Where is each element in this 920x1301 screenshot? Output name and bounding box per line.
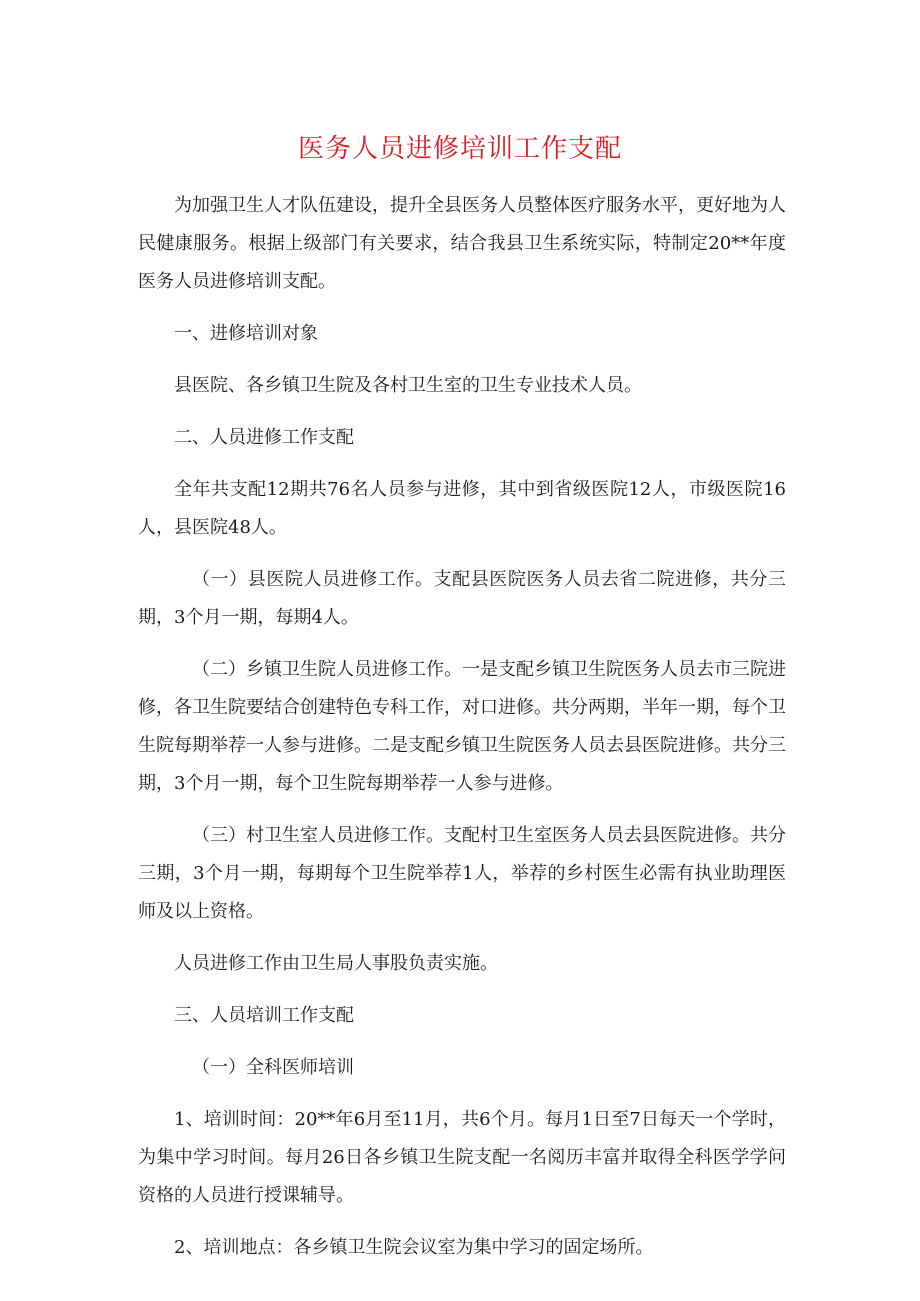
paragraph-intro: 为加强卫生人才队伍建设，提升全县医务人员整体医疗服务水平，更好地为人民健康服务。根据上级部门有关要求，结合我县卫生系统实际，特制定20**年度医务人员进修培训支配。 (138, 195, 786, 292)
paragraph-responsibility: 人员进修工作由卫生局人事股负责实施。 (174, 953, 498, 974)
heading-1: 一、进修培训对象 (174, 323, 318, 344)
heading-3: 三、人员培训工作支配 (174, 1005, 354, 1026)
heading-2: 二、人员进修工作支配 (174, 427, 354, 448)
heading-3-sub-1: （一）全科医师培训 (192, 1057, 354, 1078)
paragraph-annual-plan: 全年共支配12期共76名人员参与进修，其中到省级医院12人，市级医院16人，县医院48人。 (138, 479, 786, 538)
paragraph-village-clinic: （三）村卫生室人员进修工作。支配村卫生室医务人员去县医院进修。共分三期，3个月一期，每期每个卫生院举荐1人，举荐的乡村医生必需有执业助理医师及以上资格。 (138, 825, 786, 922)
paragraph-training-targets: 县医院、各乡镇卫生院及各村卫生室的卫生专业技术人员。 (174, 375, 642, 396)
paragraph-township-hospital: （二）乡镇卫生院人员进修工作。一是支配乡镇卫生院医务人员去市三院进修，各卫生院要结合创建特色专科工作，对口进修。共分两期，半年一期，每个卫生院每期举荐一人参与进修。二是支配乡镇卫生院医务人员去县医院进修。共分三期，3个月一期，每个卫生院每期举荐一人参与进修。 (138, 659, 786, 794)
paragraph-county-hospital: （一）县医院人员进修工作。支配县医院医务人员去省二院进修，共分三期，3个月一期，每期4人。 (138, 569, 786, 628)
document-title: 医务人员进修培训工作支配 (297, 134, 622, 164)
paragraph-training-time: 1、培训时间：20**年6月至11月，共6个月。每月1日至7日每天一个学时，为集中学习时间。每月26日各乡镇卫生院支配一名阅历丰富并取得全科医学学问资格的人员进行授课辅导。 (138, 1109, 786, 1206)
paragraph-training-location: 2、培训地点：各乡镇卫生院会议室为集中学习的固定场所。 (174, 1237, 654, 1258)
document-body (138, 187, 786, 1281)
